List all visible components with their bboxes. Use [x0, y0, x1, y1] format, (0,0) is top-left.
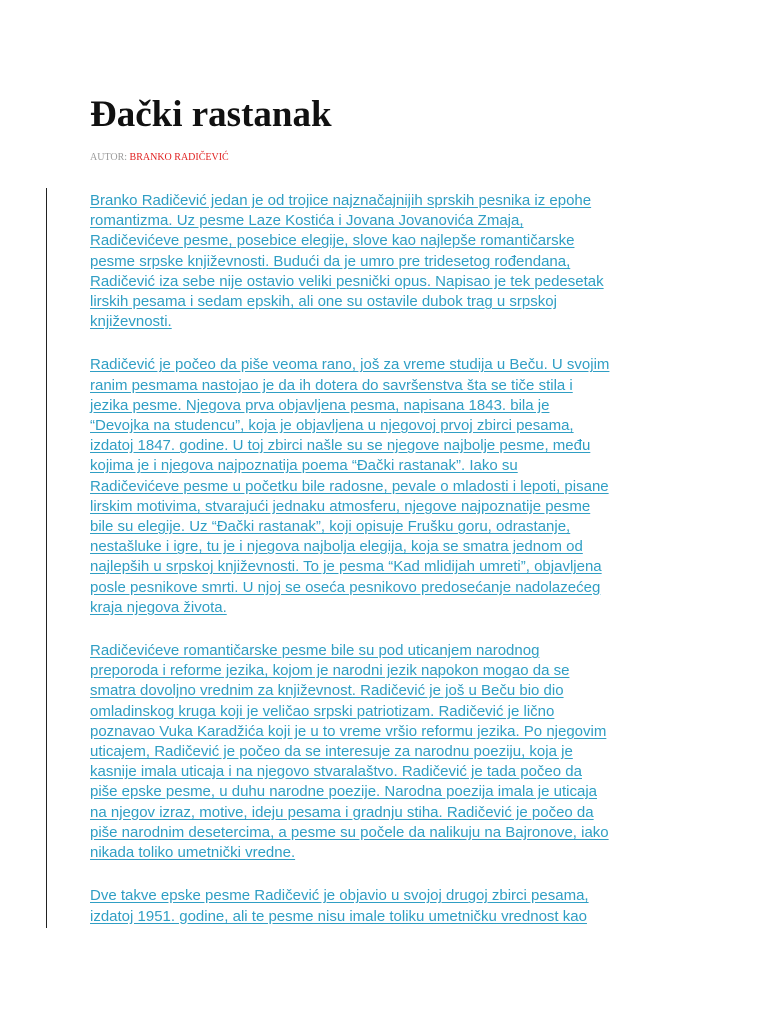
author-name[interactable]: BRANKO RADIČEVIĆ [129, 152, 229, 163]
paragraph-1[interactable]: Branko Radičević jedan je od trojice najznačajnijih sprskih pesnika iz epohe romantizma. Uz pesme Laze Kostića i Jovana Jovanovića Zmaja, Radičevićeve pesme, posebice elegije, slove kao najlepše romantičarske pesme srpske književnosti. Budući da je umro pre tridesetog rođendana, Radičević iza sebe nije ostavio veliki pesnički opus. Napisao je tek pedesetak lirskih pesama i sedam epskih, ali one su ostavile dubok trag u srpskoj književnosti. [90, 192, 604, 331]
margin-rule [46, 188, 47, 928]
article-title: Đački rastanak [90, 94, 332, 135]
byline [90, 152, 229, 164]
paragraph-2[interactable]: Radičević je počeo da piše veoma rano, još za vreme studija u Beču. U svojim ranim pesmama nastojao je da ih dotera do savršenstva šta se tiče stila i jezika pesme. Njegova prva objavljena pesma, napisana 1843. bila je “Devojka na studencu”, koja je objavljena u njegovoj prvoj zbirci pesama, izdatoj 1847. godine. U toj zbirci našle su se njegove najbolje pesme, među kojima je i njegova najpoznatija poema “Đački rastanak”. Iako su Radičevićeve pesme u početku bile radosne, pevale o mladosti i lepoti, pisane lirskim motivima, stvarajući jednaku atmosferu, njegove najpoznatije pesme bile su elegije. Uz “Đački rastanak”, koji opisuje Frušku goru, odrastanje, nestašluke i igre, tu je i njegova najbolja elegija, koja se smatra jednom od najlepših u srpskoj književnosti. To je pesma “Kad mlidijah umreti”, objavljena posle pesnikove smrti. U njoj se oseća pesnikovo predosećanje nadolazećeg kraja njegova života. [90, 356, 610, 616]
author-label: AUTOR: [90, 152, 128, 163]
paragraph-3[interactable]: Radičevićeve romantičarske pesme bile su pod uticanjem narodnog preporoda i reforme jezika, kojom je narodni jezik napokon mogao da se smatra dovoljno vrednim za književnost. Radičević je još u Beču bio dio omladinskog kruga koji je veličao srpski patriotizam. Radičević je lično poznavao Vuka Karadžića koji je u to vreme vršio reformu jezika. Po njegovim uticajem, Radičević je počeo da se interesuje za narodnu poeziju, koja je kasnije imala uticaja i na njegovo stvaralaštvo. Radičević je tada počeo da piše epske pesme, u duhu narodne poezije. Narodna poezija imala je uticaja na njegov izraz, motive, ideju pesama i gradnju stiha. Radičević je počeo da piše narodnim desetercima, a pesme su počele da nalikuju na Bajronove, iako nikada toliko umetnički vredne. [90, 642, 609, 862]
paragraph-4[interactable]: Dve takve epske pesme Radičević je objavio u svojoj drugoj zbirci pesama, izdatoj 1951. godine, ali te pesme nisu imale toliku umetničku vrednost kao [90, 887, 589, 925]
article-body [90, 191, 686, 950]
